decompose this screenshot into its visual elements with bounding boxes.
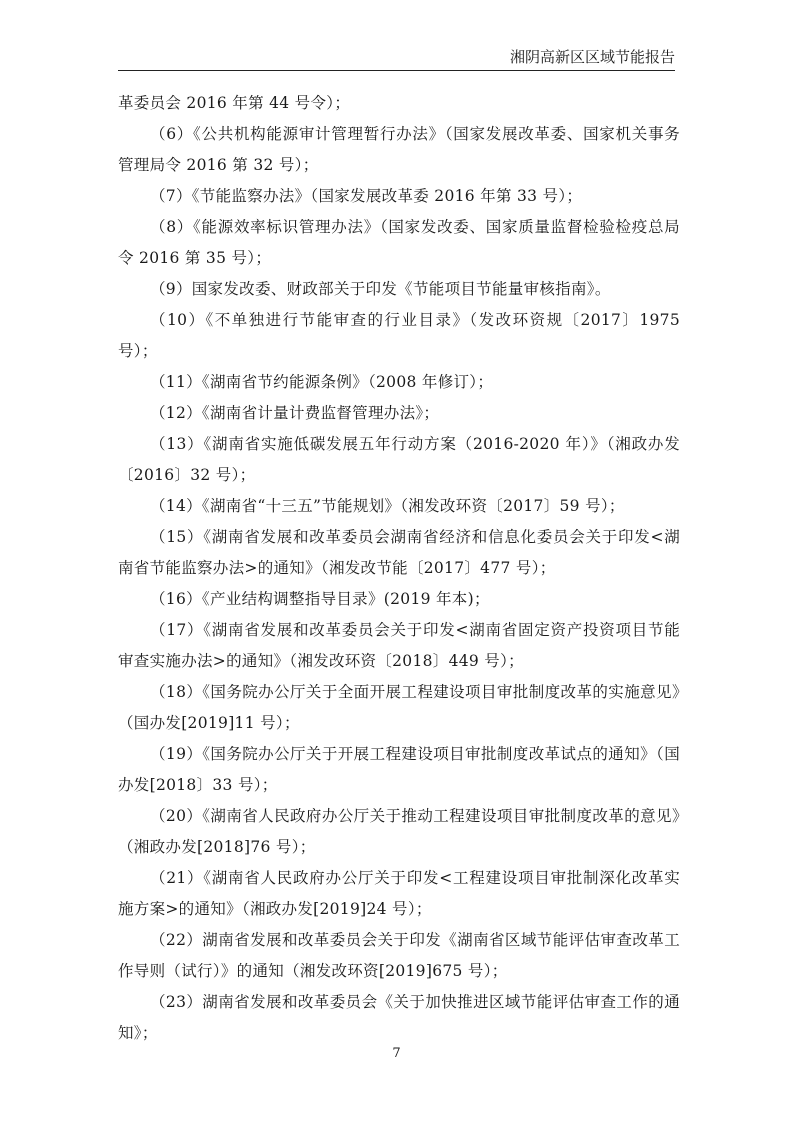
list-item-21: （21）《湖南省人民政府办公厅关于印发<工程建设项目审批制深化改革实施方案>的通知》（湘政办发[2019]24 号）； — [118, 869, 680, 918]
list-item-11: （11）《湖南省节约能源条例》（2008 年修订）； — [150, 373, 494, 391]
report-title: 湘阴高新区区域节能报告 — [509, 48, 675, 66]
list-item-17: （17）《湖南省发展和改革委员会关于印发<湖南省固定资产投资项目节能审查实施办法>的通知》（湘发改环资〔2018〕449 号）； — [118, 621, 680, 670]
list-item-23: （23）湖南省发展和改革委员会《关于加快推进区域节能评估审查工作的通知》； — [118, 993, 680, 1042]
list-item-16: （16）《产业结构调整指导目录》(2019 年本)； — [150, 590, 490, 608]
list-item-22: （22）湖南省发展和改革委员会关于印发《湖南省区域节能评估审查改革工作导则（试行）》的通知（湘发改环资[2019]675 号）； — [118, 931, 680, 980]
list-item-7: （7）《节能监察办法》（国家发展改革委 2016 年第 33 号）； — [150, 187, 583, 205]
list-item-6: （6）《公共机构能源审计管理暂行办法》（国家发展改革委、国家机关事务管理局令 2016 第 32 号）； — [118, 125, 680, 174]
document-body — [118, 88, 680, 1049]
page-number: 7 — [392, 1046, 401, 1061]
list-item-9: （9）国家发改委、财政部关于印发《节能项目节能量审核指南》。 — [150, 280, 611, 298]
list-item-8: （8）《能源效率标识管理办法》（国家发改委、国家质量监督检验检疫总局令 2016 第 35 号）； — [118, 218, 680, 267]
list-item-10: （10）《不单独进行节能审查的行业目录》（发改环资规〔2017〕1975 号）； — [118, 311, 680, 360]
list-item-20: （20）《湖南省人民政府办公厅关于推动工程建设项目审批制度改革的意见》（湘政办发[2018]76 号）； — [118, 807, 680, 856]
running-header — [118, 46, 675, 71]
list-item-19: （19）《国务院办公厅关于开展工程建设项目审批制度改革试点的通知》（国办发[2018〕33 号）； — [118, 745, 680, 794]
list-item-18: （18）《国务院办公厅关于全面开展工程建设项目审批制度改革的实施意见》（国办发[2019]11 号）； — [118, 683, 680, 732]
list-item-13: （13）《湖南省实施低碳发展五年行动方案（2016-2020 年）》（湘政办发〔2016〕32 号）； — [118, 435, 680, 484]
paragraph-continuation: 革委员会 2016 年第 44 号令）； — [118, 94, 351, 112]
list-item-15: （15）《湖南省发展和改革委员会湖南省经济和信息化委员会关于印发<湖南省节能监察办法>的通知》（湘发改节能〔2017〕477 号）； — [118, 528, 680, 577]
list-item-12: （12）《湖南省计量计费监督管理办法》； — [150, 404, 440, 422]
list-item-14: （14）《湖南省“十三五”节能规划》（湘发改环资〔2017〕59 号）； — [150, 497, 625, 515]
